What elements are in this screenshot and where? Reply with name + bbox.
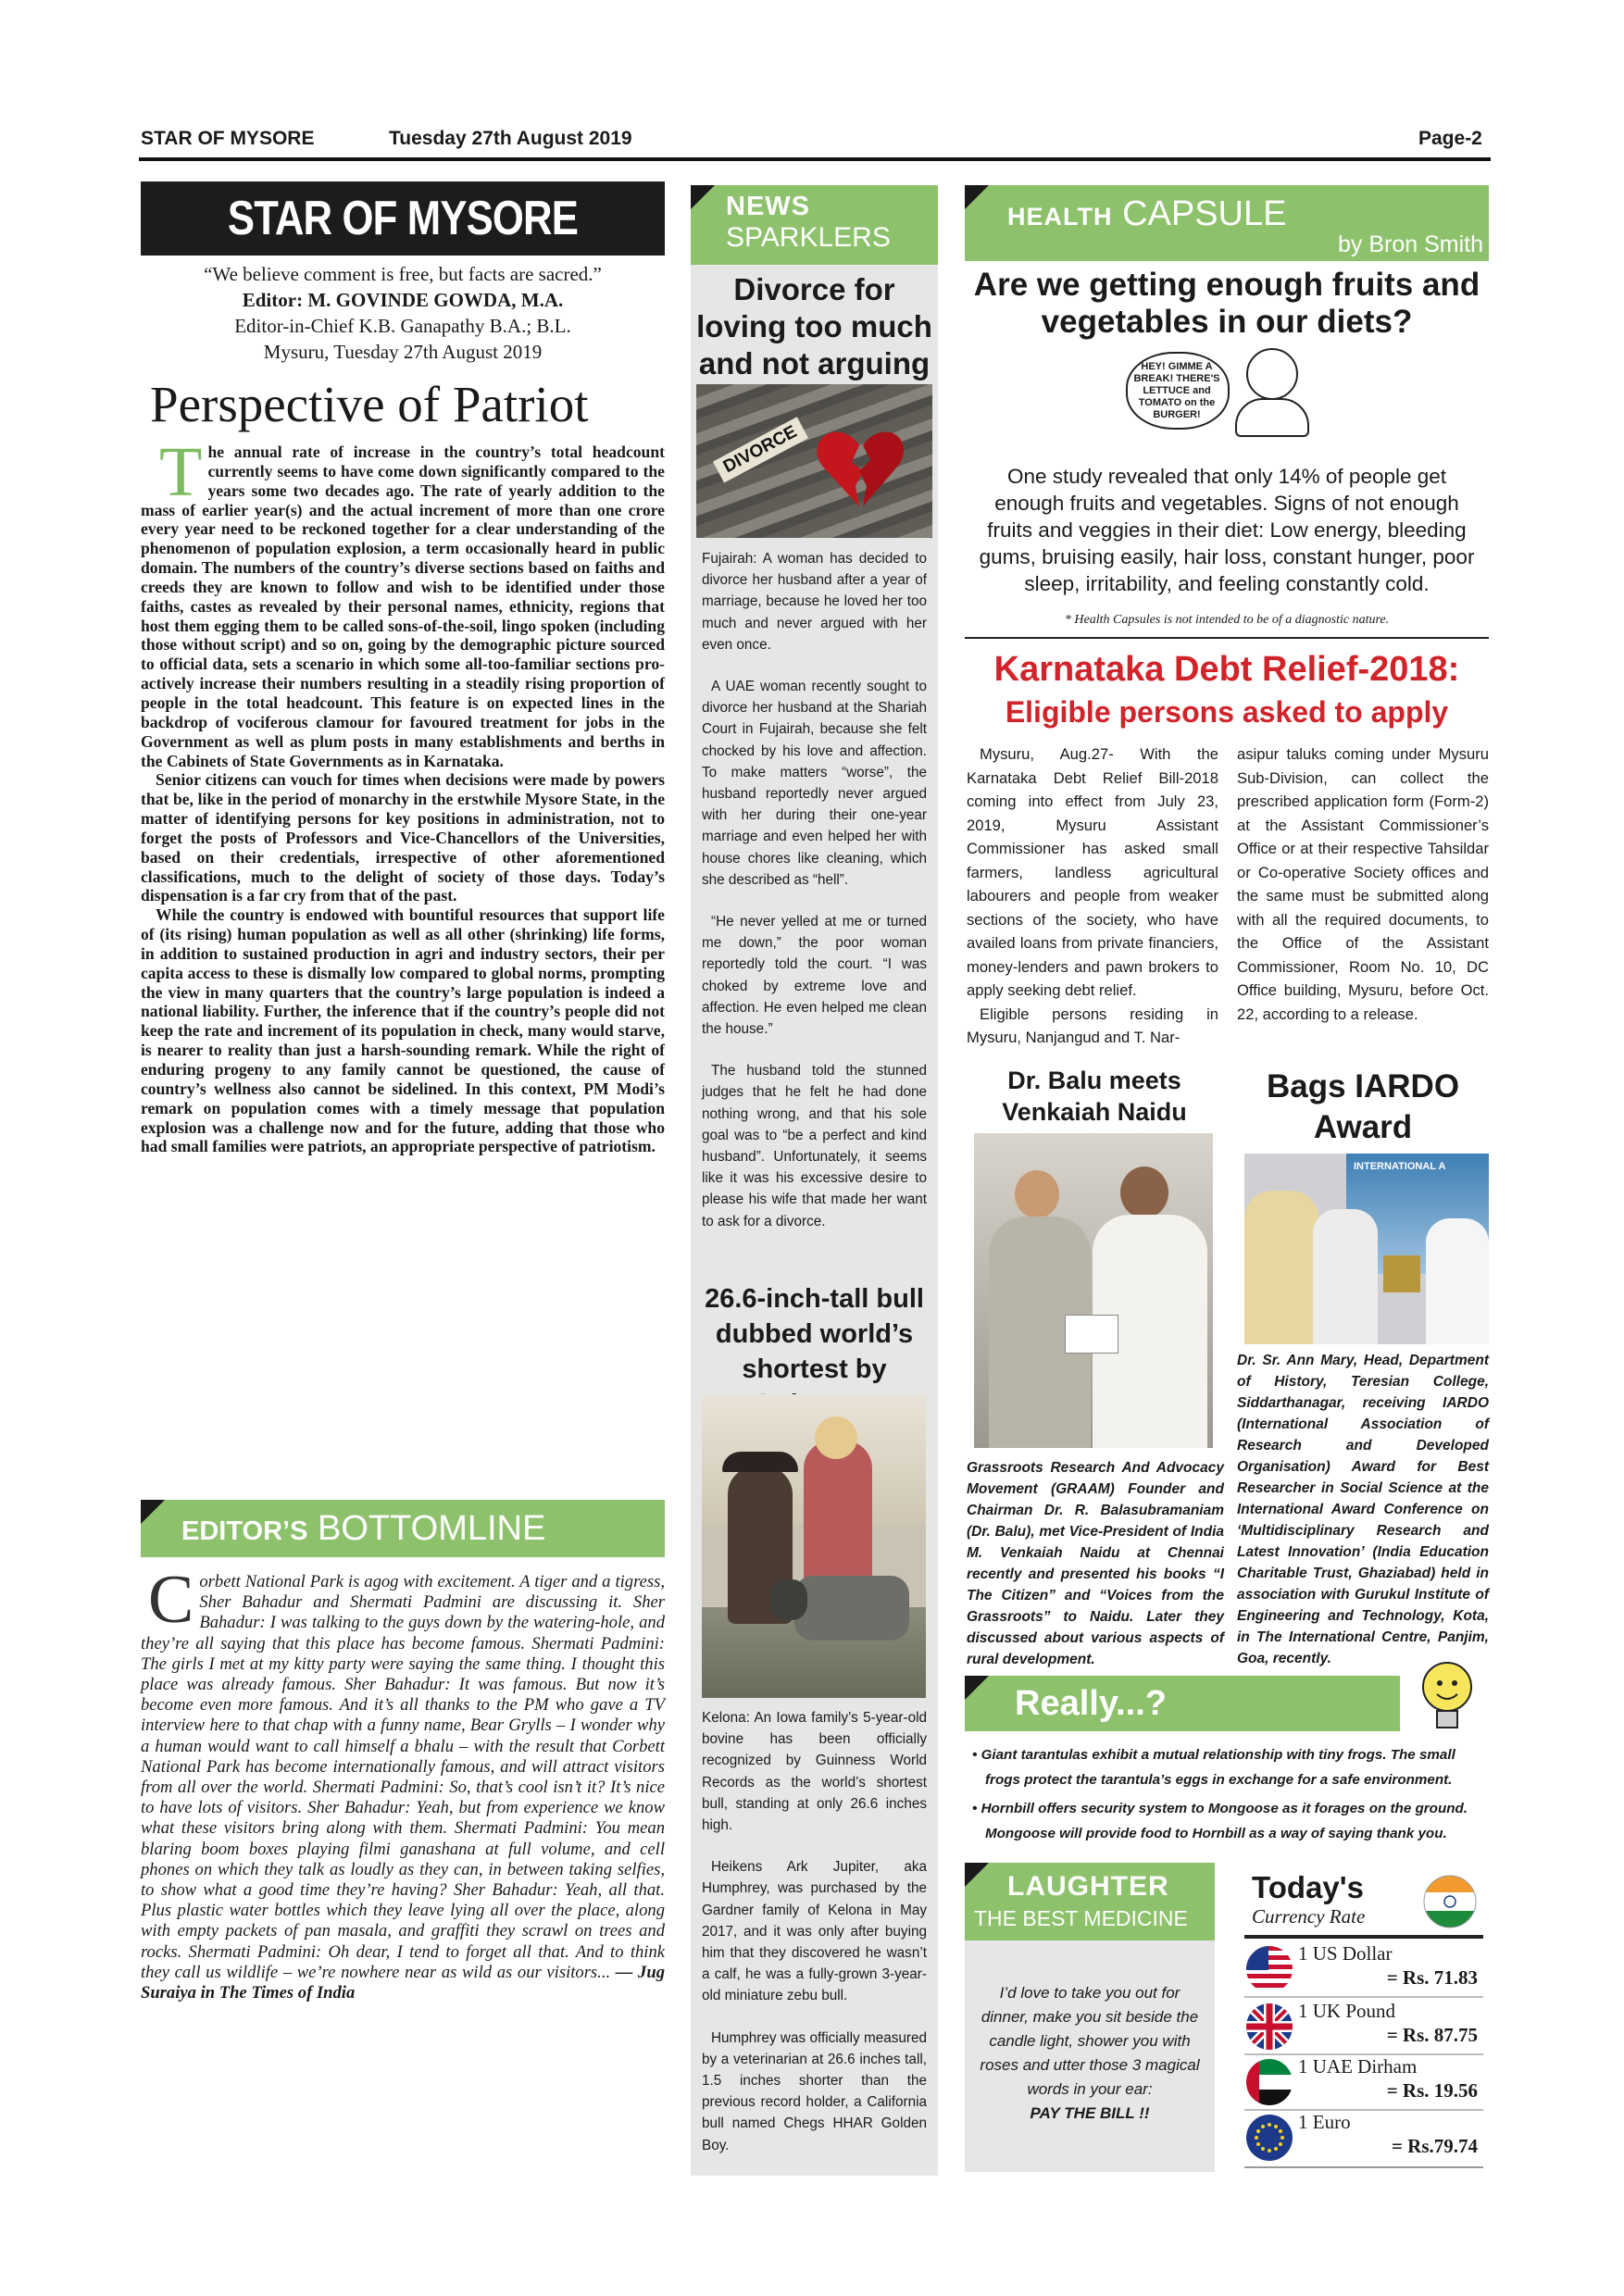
divorce-headline: Divorce for loving too much and not arguing: [696, 272, 932, 381]
bottomline-banner: [141, 1500, 665, 1557]
editorial-body: [141, 433, 665, 1156]
bottomline-text: orbett National Park is agog with excitement. A tiger and a tigress, Sher Bahadur and Shermati Padmini are discussing it. Sher Bahadur: I was talking to the guys down by the watering-hole, and they’re all saying that this place has become famous. Shermati Padmini: The girls I met at my kitty party were saying the same thing. I thought this place was already famous. Sher Bahadur: It was famous. But now it’s become even more famous. And it’s all thanks to the PM who gave a TV interview here to that chap with a funny name, Bear Grylls – I wonder why a human would want to call himself a bhalu – with the result that Corbett National Park has become internationally famous, and will attract visitors from all over the world. Shermati Padmini: So, that’s cool isn’t it? It’s nice to have lots of visitors. Sher Bahadur: Yeah, but from experience we know what these visitors bring along with them. Shermati Padmini: You mean blaring boom boxes playing filmi ganashana at full volume, and cell phones on which they talk as loudly as they can, in between taking selfies, to show what a good time they’re having? Sher Bahadur: Yeah, all that. Plus plastic water bottles which they leave lying all over the place, along with empty packets of pan masala, and graffiti they scrawl on trees and rocks. Shermati Padmini: Oh dear, I tend to forget all that. And to think they call us wildlife – we’re nowhere near as wild as our visitors...: [141, 1572, 665, 1982]
bull-paragraph-2: Heikens Ark Jupiter, aka Humphrey, was purchased by the Gardner family of Kelona in May 2017, and it was only after buying him that they discovered he wasn’t a calf, he was a fully-grown 3-year-old miniature zebu bull.: [702, 1859, 927, 2004]
eu-flag-icon: [1246, 2115, 1293, 2161]
currency-row-gbp: [1244, 2000, 1483, 2053]
iardo-banner-text: INTERNATIONAL A: [1354, 1161, 1446, 1172]
really-banner: [965, 1676, 1400, 1731]
bull-paragraph-3: Humphrey was officially measured by a veterinarian at 26.6 inches tall, 1.5 inches shorter than the previous record holder, a California bull named Chegs HHAR Golden Boy.: [702, 2029, 927, 2153]
currency-subtitle: Currency Rate: [1252, 1905, 1366, 1928]
cartoon-text: HEY! GIMME A BREAK! THERE'S LETTUCE and TOMATO on the BURGER!: [1133, 361, 1220, 420]
uae-flag-icon: [1246, 2059, 1293, 2105]
currency-rate-gbp: = Rs. 87.75: [1386, 2024, 1478, 2046]
currency-name-aed: 1 UAE Dirham: [1298, 2055, 1418, 2078]
masthead-editor: Editor: M. GOVINDE GOWDA, M.A.: [242, 289, 564, 311]
masthead-title: STAR OF MYSORE: [227, 192, 579, 245]
broken-heart-icon: [815, 429, 904, 508]
divorce-image: [696, 384, 932, 538]
really-item-2: • Hornbill offers security system to Mongoose as it forages on the ground. Mongoose will provide food to Hornbill as a way of saying thank you.: [972, 1801, 1468, 1841]
header-paper-name: STAR OF MYSORE: [141, 128, 315, 149]
health-headline: Are we getting enough fruits and vegetables in our diets?: [973, 267, 1480, 340]
really-item-2-text: Hornbill offers security system to Mongoose as it forages on the ground. Mongoose will provide food to Hornbill as a way of saying thank you.: [981, 1801, 1468, 1841]
currency-name-usd: 1 US Dollar: [1298, 1942, 1393, 1965]
header-page-number: Page-2: [1418, 128, 1482, 149]
really-item-1-text: Giant tarantulas exhibit a mutual relationship with tiny frogs. The small frogs protect the tarantula’s eggs in exchange for a safe environment.: [981, 1747, 1455, 1788]
laughter-label-bottom: THE BEST MEDICINE: [974, 1906, 1188, 1930]
health-cartoon: [1126, 348, 1311, 437]
news-sparklers-label-top: NEWS: [726, 192, 810, 221]
laughter-label-top: LAUGHTER: [1007, 1871, 1169, 1902]
debt-paragraph-1: Mysuru, Aug.27- With the Karnataka Debt Relief Bill-2018 coming into effect from July 23, 2019, Mysuru Assistant Commissioner has asked small farmers, landless agricultural labourers and people from weaker sections of the society, who have availed loans from private financiers, money-lenders and pawn brokers to apply seeking debt relief.: [967, 745, 1218, 999]
editorial-paragraph-3: While the country is endowed with bountiful resources that support life of (its rising) human population as well as all other (shrinking) life forms, in addition to sustained production in agri and industry sectors, their per capita access to these is dismally low compared to global norms, prompting the view in many quarters that the country’s large population is indeed a national liability. Further, the inference that if the country’s people did not keep the rate and increment of its population in check, many would starve, is nearer to reality than just a harsh-sounding remark. While the right of enduring progeny to any family cannot be questioned, the cause of country’s wellness also cannot be sidelined. In this context, PM Modi’s remark on population comes with a timely message that population explosion was a challenge now and for the future, adding that those who had small families were patriots, an appropriate perspective of patriotism.: [141, 905, 665, 1156]
uk-flag-icon: [1246, 2003, 1293, 2050]
masthead-banner: [141, 181, 665, 256]
laughter-joke: [974, 1981, 1206, 2126]
debt-column-2: asipur taluks coming under Mysuru Sub-Division, can collect the prescribed application form (Form-2) at the Assistant Commissioner’s Office or at their respective Tahsildar or Co-operative Society offices and the same must be submitted along with all the required documents, to the Office of the Assistant Commissioner, Room No. 10, DC Office building, Mysuru, before Oct. 22, according to a release.: [1237, 745, 1489, 1023]
health-label: [1007, 194, 1286, 236]
currency-row-aed: [1244, 2055, 1483, 2109]
health-label-light: CAPSULE: [1122, 194, 1287, 233]
currency-row-eur: [1244, 2111, 1483, 2165]
balu-headline: Dr. Balu meets Venkaiah Naidu: [1002, 1067, 1187, 1126]
cowboy-hat: [722, 1452, 798, 1472]
header-date: Tuesday 27th August 2019: [389, 128, 632, 149]
debt-paragraph-2: Eligible persons residing in Mysuru, Nanjangud and T. Nar-: [967, 1004, 1218, 1046]
header-rule: [139, 157, 1491, 161]
bottomline-label-bold: EDITOR’S: [181, 1516, 308, 1546]
really-list: [965, 1742, 1489, 1846]
currency-name-eur: 1 Euro: [1298, 2111, 1351, 2133]
masthead-info: [141, 261, 665, 365]
really-item-1: • Giant tarantulas exhibit a mutual relationship with tiny frogs. The small frogs protect the tarantula’s eggs in exchange for a safe environment.: [972, 1747, 1455, 1788]
bull-article: [702, 1707, 927, 2156]
currency-title: Today's: [1252, 1870, 1364, 1904]
divorce-paragraph-1: Fujairah: A woman has decided to divorce her husband after a year of marriage, because he loved her too much and never argued with her even once.: [702, 551, 927, 653]
laughter-corner-tab: [965, 1863, 989, 1887]
really-corner-tab: [965, 1676, 989, 1700]
masthead-dateline: Mysuru, Tuesday 27th August 2019: [263, 341, 543, 363]
masthead-motto: “We believe comment is free, but facts are sacred.”: [204, 263, 602, 285]
divorce-image-label: DIVORCE: [713, 417, 808, 482]
currency-rate-eur: = Rs.79.74: [1391, 2135, 1478, 2157]
bull-photo: [702, 1394, 926, 1698]
health-label-bold: HEALTH: [1007, 203, 1113, 231]
debt-headline: Karnataka Debt Relief-2018:: [993, 650, 1460, 689]
iardo-headline: Bags IARDO Award: [1266, 1068, 1460, 1145]
currency-row-usd: [1244, 1942, 1483, 1996]
debt-column-1: [967, 742, 1218, 1050]
woman-silhouette: [804, 1441, 872, 1589]
laughter-joke-text: I’d love to take you out for dinner, make you sit beside the candle light, shower you with roses and utter those 3 magical words in your ear:: [980, 1984, 1200, 2098]
news-sparklers-label-bottom: SPARKLERS: [726, 222, 891, 253]
cartoon-face: [1246, 348, 1298, 400]
currency-rate-usd: = Rs. 71.83: [1386, 1966, 1478, 1989]
iardo-photo: [1244, 1154, 1489, 1344]
divorce-paragraph-4: The husband told the stunned judges that he felt he had done nothing wrong, and that his sole goal was to “be a perfect and kind husband”. Unfortunately, it seems like it was his excessive desire to please his wife that made her want to ask for a divorce.: [702, 1063, 927, 1229]
debt-subhead: Eligible persons asked to apply: [1005, 695, 1449, 729]
health-rule: [965, 637, 1489, 639]
currency-box: [1244, 1870, 1489, 2172]
divorce-article: [702, 548, 927, 1232]
health-body: One study revealed that only 14% of people get enough fruits and vegetables. Signs of not enough fruits and veggies in their diet: Low energy, bleeding gums, bruising easily, hair loss, constant hunger, poor sleep, irritability, and feeling constantly cold.: [979, 465, 1475, 595]
balu-caption: Grassroots Research And Advocacy Movement (GRAAM) Founder and Chairman Dr. R. Balasubramaniam (Dr. Balu), met Vice-President of India M. Venkaiah Naidu at Chennai recently and presented his books “I The Citizen” and “Voices from the Grassroots” to Naidu. Later they discussed about various aspects of rural development.: [967, 1460, 1224, 1667]
currency-rate-aed: = Rs. 19.56: [1386, 2079, 1478, 2102]
bottomline-label: [181, 1509, 545, 1551]
editorial-dropcap: T: [159, 433, 203, 511]
iardo-caption: Dr. Sr. Ann Mary, Head, Department of History, Teresian College, Siddarthanagar, receiving IARDO (International Association of Research and Developed Organisation) Award for Best Researcher in Social Science at the International Award Conference on ‘Multidisciplinary Research and Latest Innovation’ (India Education Charitable Trust, Ghaziabad) held in association with Gurukul Institute of Engineering and Technology, Kota, in The International Centre, Panjim, Goa, recently.: [1237, 1353, 1489, 1666]
health-capsule-banner: [965, 185, 1489, 261]
cartoon-body: [1235, 398, 1309, 437]
india-flag-icon: [1422, 1874, 1478, 1929]
laughter-punchline: PAY THE BILL !!: [1030, 2104, 1150, 2122]
lightbulb-icon: [1417, 1657, 1478, 1737]
us-flag-icon: [1246, 1946, 1293, 1992]
bottomline-dropcap: C: [148, 1562, 194, 1638]
bull-paragraph-1: Kelona: An Iowa family’s 5-year-old bovine has been officially recognized by Guinness World Records as the world’s shortest bull, standing at only 26.6 inches high.: [702, 1710, 927, 1834]
divorce-paragraph-3: “He never yelled at me or turned me down,” the poor woman reportedly told the court. “I was choked by extreme love and affection. He even helped me clean the house.”: [702, 914, 927, 1038]
balu-photo: [974, 1133, 1213, 1448]
award-plaque: [1383, 1255, 1420, 1292]
book: [1065, 1315, 1118, 1354]
bottomline-credit: — Jug Suraiya in The Times of India: [141, 1962, 665, 2003]
editorial-paragraph-1: he annual rate of increase in the country’s total headcount currently seems to have come down significantly compared to the years some two decades ago. The rate of yearly addition to the mass of earlier year(s) and the actual increment of more than one crore every year need to be reckoned together for a clear understanding of the phenomenon of population explosion, a term occasionally heard in public domain. The numbers of the country’s diverse sections based on faiths and creeds they are known to follow and wish to be identified under those faiths, castes as revealed by their personal names, ethnicity, regions that host them egging them to be called sons-of-the-soil, lingo spoken (including those without script) and so on, going by the demographic picture sourced to official data, sets a scenario in which some all-too-familiar sections pro-actively increase their numbers resulting in a steadily rising proportion of people in the total headcount. This feature is on expected lines in the backdrop of vociferous clamour for favoured treatment for jobs in the Government as well as plum posts in many establishments and berths in the Cabinets of State Governments as in Karnataka.: [141, 443, 665, 770]
health-corner-tab: [965, 185, 989, 209]
health-byline: by Bron Smith: [1337, 231, 1483, 257]
news-sparklers-banner: [691, 185, 938, 265]
bull-silhouette: [794, 1576, 909, 1641]
really-label: Really...?: [1015, 1684, 1168, 1723]
currency-name-gbp: 1 UK Pound: [1298, 2000, 1396, 2022]
laughter-banner: [965, 1863, 1215, 1940]
editorial-paragraph-2: Senior citizens can vouch for times when decisions were made by powers that be, like in the period of monarchy in the erstwhile Mysore State, in the matter of identifying persons for key positions in administration, not to forget the posts of Professors and Vice-Chancellors of the Universities, based on their credentials, irrespective of other aforementioned classifications, much to the delight of society of those days. Today’s dispensation is a far cry from that of the past.: [141, 770, 665, 905]
bottomline-corner-tab: [141, 1500, 165, 1524]
divorce-paragraph-2: A UAE woman recently sought to divorce her husband at the Shariah Court in Fujairah, because she felt chocked by his love and affection. To make matters “worse”, the husband reportedly never argued with her during their one-year marriage and even helped her with house chores like cleaning, which she described as “hell”.: [702, 679, 927, 888]
bottomline-label-light: BOTTOMLINE: [318, 1509, 546, 1548]
editorial-title: Perspective of Patriot: [150, 376, 589, 432]
news-sparklers-corner-tab: [691, 185, 715, 209]
masthead-editor-in-chief: Editor-in-Chief K.B. Ganapathy B.A.; B.L.: [234, 315, 571, 337]
health-disclaimer: * Health Capsules is not intended to be of a diagnostic nature.: [1064, 613, 1390, 627]
bottomline-body: [141, 1562, 665, 2003]
bull-headline: 26.6-inch-tall bull dubbed world’s shortest by: [705, 1284, 924, 1384]
